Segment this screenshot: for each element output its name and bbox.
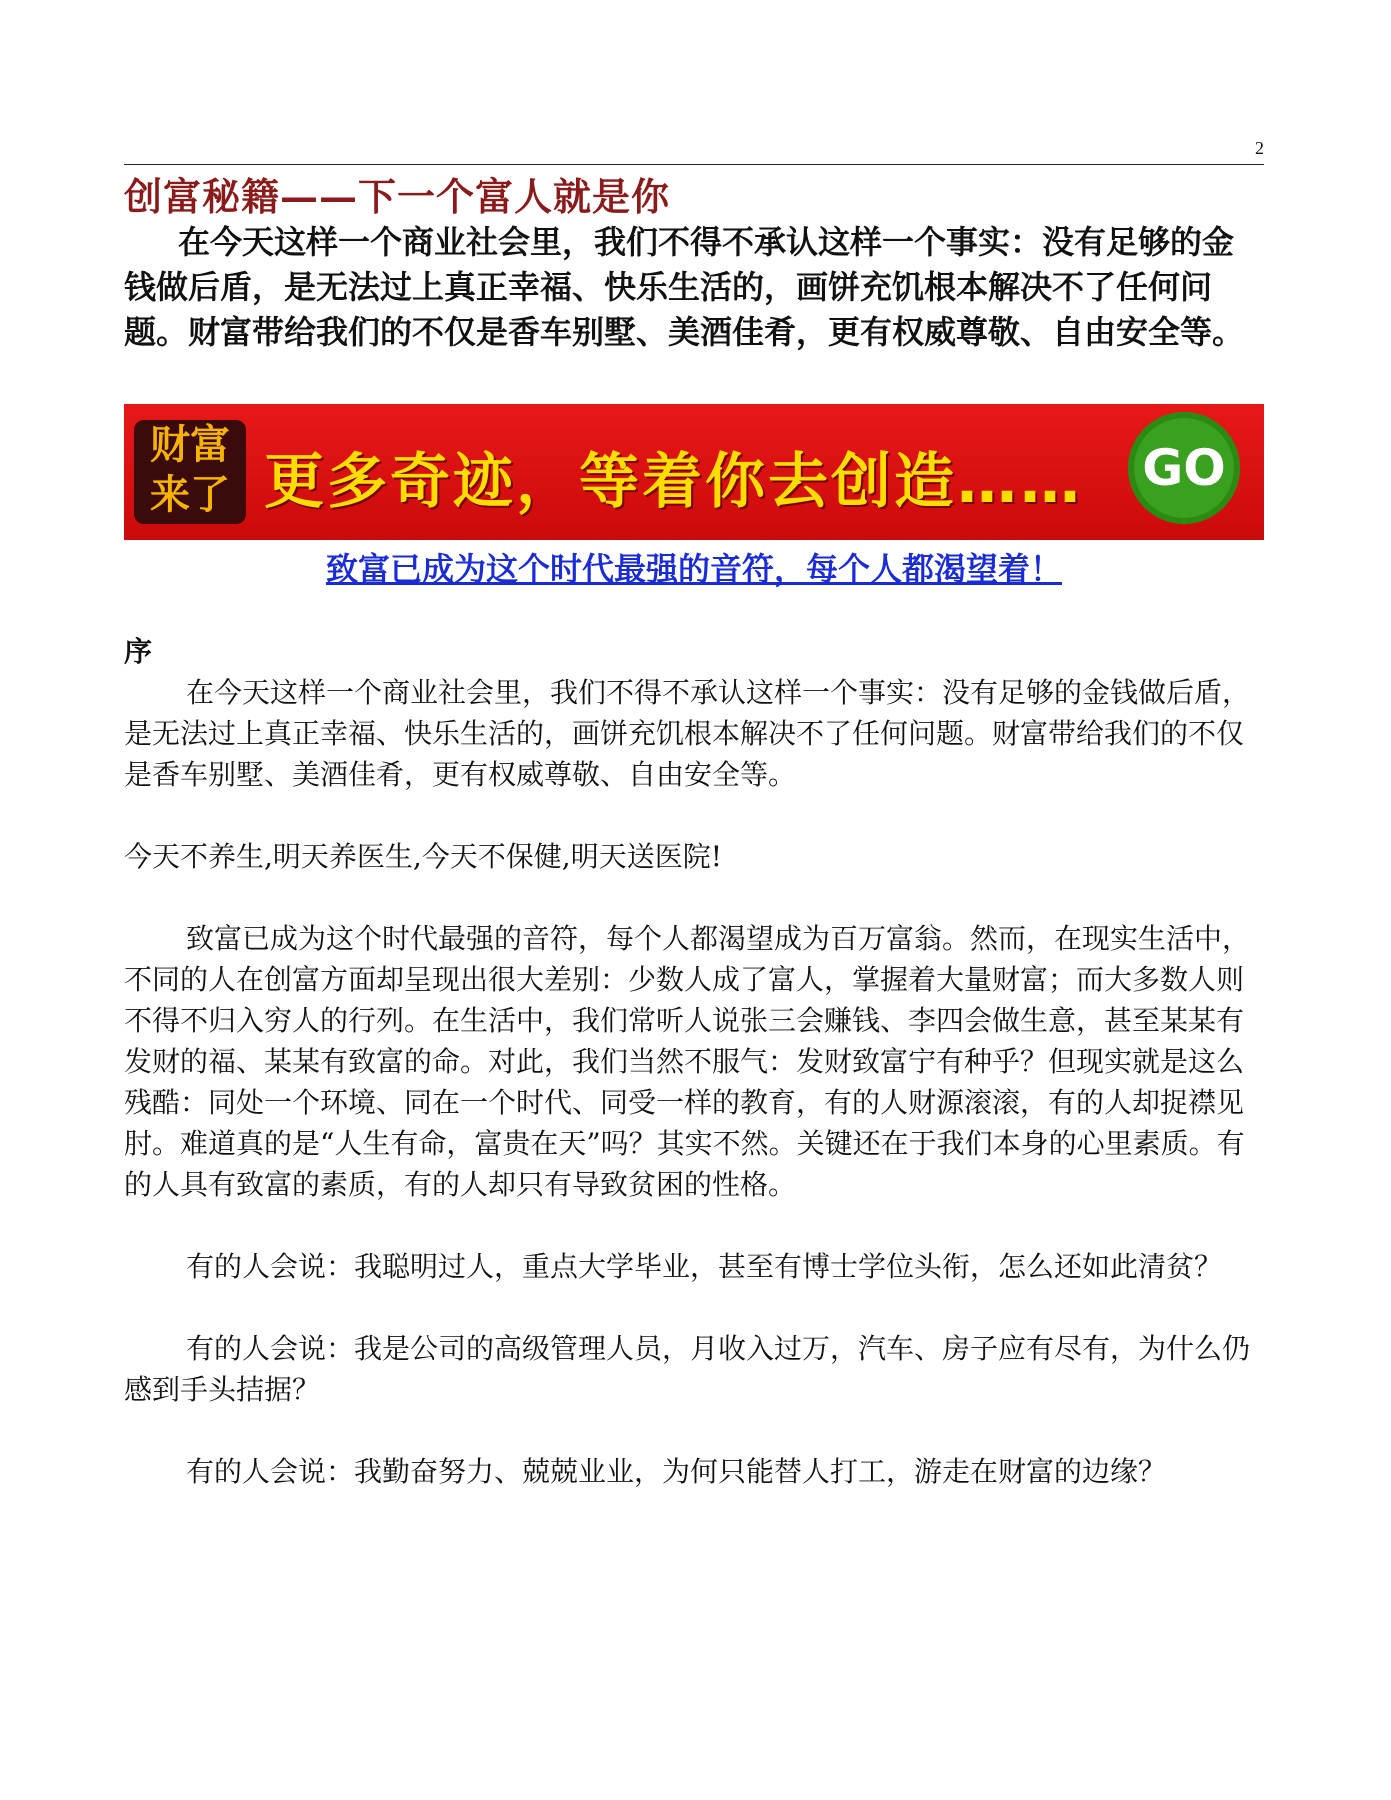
intro-block bbox=[124, 220, 1264, 355]
body-text bbox=[124, 672, 1264, 1533]
paragraph: 有的人会说：我是公司的高级管理人员，月收入过万，汽车、房子应有尽有，为什么仍感到手头拮据？ bbox=[124, 1332, 1251, 1406]
paragraph: 有的人会说：我勤奋努力、兢兢业业，为何只能替人打工，游走在财富的边缘？ bbox=[186, 1455, 1167, 1488]
paragraph: 有的人会说：我聪明过人，重点大学毕业，甚至有博士学位头衔，怎么还如此清贫？ bbox=[186, 1250, 1223, 1283]
banner-logo-line1: 财富 bbox=[150, 422, 230, 468]
page-number: 2 bbox=[1255, 138, 1264, 158]
paragraph: 今天不养生,明天养医生,今天不保健,明天送医院! bbox=[124, 840, 722, 873]
ad-banner[interactable] bbox=[124, 404, 1264, 540]
go-button[interactable]: GO bbox=[1128, 412, 1240, 524]
promo-link[interactable]: 致富已成为这个时代最强的音符，每个人都渴望着！ bbox=[325, 550, 1062, 588]
banner-logo bbox=[134, 420, 246, 524]
paragraph: 致富已成为这个时代最强的音符，每个人都渴望成为百万富翁。然而，在现实生活中，不同的人在创富方面却呈现出很大差别：少数人成了富人，掌握着大量财富；而大多数人则不得不归入穷人的行列。在生活中，我们常听人说张三会赚钱、李四会做生意，甚至某某有发财的福、某某有致富的命。对此，我们当然不服气：发财致富宁有种乎？但现实就是这么残酷：同处一个环境、同在一个时代、同受一样的教育，有的人财源滚滚，有的人却捉襟见肘。难道真的是“人生有命，富贵在天”吗？其实不然。关键还在于我们本身的心里素质。有的人具有致富的素质，有的人却只有导致贫困的性格。 bbox=[124, 922, 1251, 1201]
paragraph: 在今天这样一个商业社会里，我们不得不承认这样一个事实：没有足够的金钱做后盾，是无法过上真正幸福、快乐生活的，画饼充饥根本解决不了任何问题。财富带给我们的不仅是香车别墅、美酒佳肴，更有权威尊敬、自由安全等。 bbox=[124, 676, 1251, 791]
page-title: 创富秘籍——下一个富人就是你 bbox=[124, 174, 671, 219]
banner-logo-line2: 来了 bbox=[150, 472, 230, 518]
header-rule bbox=[124, 164, 1264, 165]
intro-paragraph: 在今天这样一个商业社会里，我们不得不承认这样一个事实：没有足够的金钱做后盾，是无法过上真正幸福、快乐生活的，画饼充饥根本解决不了任何问题。财富带给我们的不仅是香车别墅、美酒佳肴，更有权威尊敬、自由安全等。 bbox=[124, 223, 1245, 351]
banner-slogan: 更多奇迹，等着你去创造…… bbox=[264, 447, 1083, 517]
section-heading: 序 bbox=[124, 635, 153, 668]
